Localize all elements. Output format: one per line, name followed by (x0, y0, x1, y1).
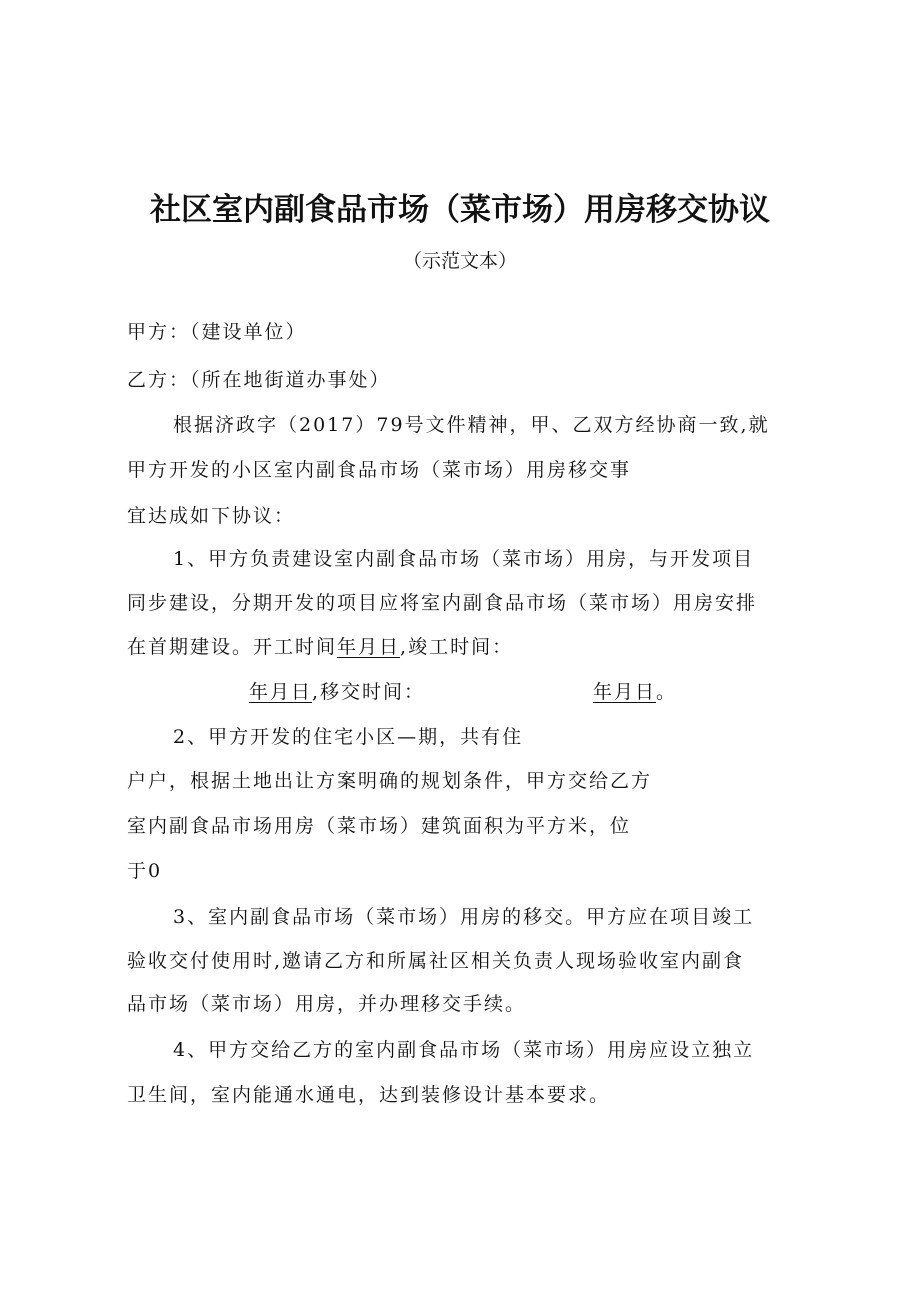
start-date-blank: 年月日 (337, 636, 401, 658)
clause4-line-2: 卫生间，室内能通水通电，达到装修设计基本要求。 (127, 1084, 611, 1106)
clause3-line-2: 验收交付使用时,邀请乙方和所属社区相关负责人现场验收室内副食 (127, 950, 745, 972)
clause2-line-3: 室内副食品市场用房（菜市场）建筑面积为平方米，位 (127, 815, 632, 837)
intro-line-2: 甲方开发的小区室内副食品市场（菜市场）用房移交事 (127, 459, 632, 481)
clause4-line-1: 4、甲方交给乙方的室内副食品市场（菜市场）用房应设立独立 (173, 1039, 755, 1061)
clause1-line-4-period: 。 (656, 681, 678, 703)
document-subtitle: （示范文本） (402, 250, 517, 272)
clause2-line-4: 于0 (127, 860, 163, 882)
clause1-line-3 (127, 633, 513, 661)
clause1-line-3-end: ,竣工时间： (400, 636, 514, 658)
completion-date-blank: 年月日 (249, 681, 313, 703)
intro-line-1: 根据济政字（2017）79号文件精神，甲、乙双方经协商一致,就 (173, 414, 770, 436)
intro-line-3: 宜达成如下协议： (127, 505, 296, 527)
clause3-line-1: 3、室内副食品市场（菜市场）用房的移交。甲方应在项目竣工 (173, 906, 755, 928)
clause2-line-2: 户户，根据土地出让方案明确的规划条件，甲方交给乙方 (127, 770, 653, 792)
clause1-line-4-tail (593, 678, 677, 706)
clause1-line-2: 同步建设，分期开发的项目应将室内副食品市场（菜市场）用房安排 (127, 592, 758, 614)
clause3-line-3: 品市场（菜市场）用房，并办理移交手续。 (127, 993, 527, 1015)
party-a: 甲方：（建设单位） (127, 321, 307, 343)
clause2-line-1: 2、甲方开发的住宅小区—期，共有住 (173, 726, 524, 748)
transfer-time-label: ,移交时间： (312, 681, 426, 703)
clause1-line-3-start: 在首期建设。开工时间 (127, 636, 338, 658)
clause1-line-4 (249, 678, 425, 706)
document-title: 社区室内副食品市场（菜市场）用房移交协议 (150, 192, 770, 228)
party-b: 乙方：（所在地街道办事处） (127, 369, 391, 391)
clause1-line-1: 1、甲方负责建设室内副食品市场（菜市场）用房，与开发项目 (173, 548, 755, 570)
transfer-date-blank: 年月日 (593, 681, 657, 703)
